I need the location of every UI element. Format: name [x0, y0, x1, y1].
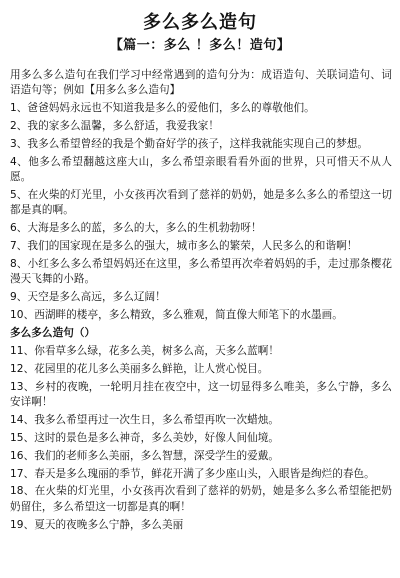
sentence-item: 3、我多么希望曾经的我是个勤奋好学的孩子，这样我就能实现自己的梦想。 — [10, 137, 369, 150]
sentence-item: 6、大海是多么的蓝，多么的大，多么的生机勃勃呀！ — [10, 222, 262, 235]
sentence-item: 11、你看草多么绿，花多么美，树多么高，天多么蓝啊！ — [10, 344, 280, 357]
sentence-item: 13、乡村的夜晚，一轮明月挂在夜空中，这一切显得多么唯美，多么宁静，多么安详啊！ — [10, 380, 392, 408]
document-title: 多么多么造句 — [143, 12, 257, 33]
sentence-item: 1、爸爸妈妈永远也不知道我是多么的爱他们，多么的尊敬他们。 — [10, 102, 315, 115]
sentence-item: 10、西湖畔的楼亭，多么精致，多么雅观，简直像大师笔下的水墨画。 — [10, 309, 343, 322]
sentence-item: 12、花园里的花儿多么美丽多么鲜艳，让人赏心悦目。 — [10, 362, 269, 375]
document-body — [10, 68, 392, 533]
sentence-item: 18、在火柴的灯光里，小女孩再次看到了慈祥的奶奶，她是多么多么希望能把奶奶留住，多么希望这一切都是真的啊！ — [10, 485, 392, 513]
sentence-item: 9、天空是多么高远，多么辽阔！ — [10, 291, 166, 304]
sentence-item: 14、我多么希望再过一次生日，多么希望再吹一次蜡烛。 — [10, 413, 280, 426]
section-heading: 多么多么造句（） — [10, 326, 96, 339]
sentence-item: 17、春天是多么瑰丽的季节，鲜花开满了多少座山头，入眼皆是绚烂的春色。 — [10, 467, 375, 480]
sentence-item: 5、在火柴的灯光里，小女孩再次看到了慈祥的奶奶，她是多么多么的希望这一切都是真的啊。 — [10, 189, 392, 217]
sentence-item: 15、这时的景色是多么神奇，多么美妙，好像人间仙境。 — [10, 431, 280, 444]
sentence-item: 4、他多么希望翻越这座大山，多么希望亲眼看看外面的世界，只可惜天不从人愿。 — [10, 155, 392, 184]
sentence-item: 19、夏天的夜晚多么宁静，多么美丽 — [10, 518, 184, 531]
sentence-item: 2、我的家多么温馨，多么舒适，我爱我家！ — [10, 120, 220, 133]
sentence-item: 16、我们的老师多么美丽，多么智慧，深受学生的爱戴。 — [10, 449, 280, 462]
intro-paragraph: 用多么多么造句在我们学习中经常遇到的造句分为：成语造句、关联词造句、词语造句等；例如【用多么多么造句】 — [10, 69, 392, 97]
document-subtitle: 【篇一：多么 ！多么！造句】 — [109, 38, 291, 53]
sentence-item: 7、我们的国家现在是多么的强大，城市多么的繁荣，人民多么的和谐啊！ — [10, 240, 358, 253]
sentence-item: 8、小红多么多么希望妈妈还在这里，多么希望再次牵着妈妈的手，走过那条樱花漫天飞舞的小路。 — [10, 258, 392, 286]
